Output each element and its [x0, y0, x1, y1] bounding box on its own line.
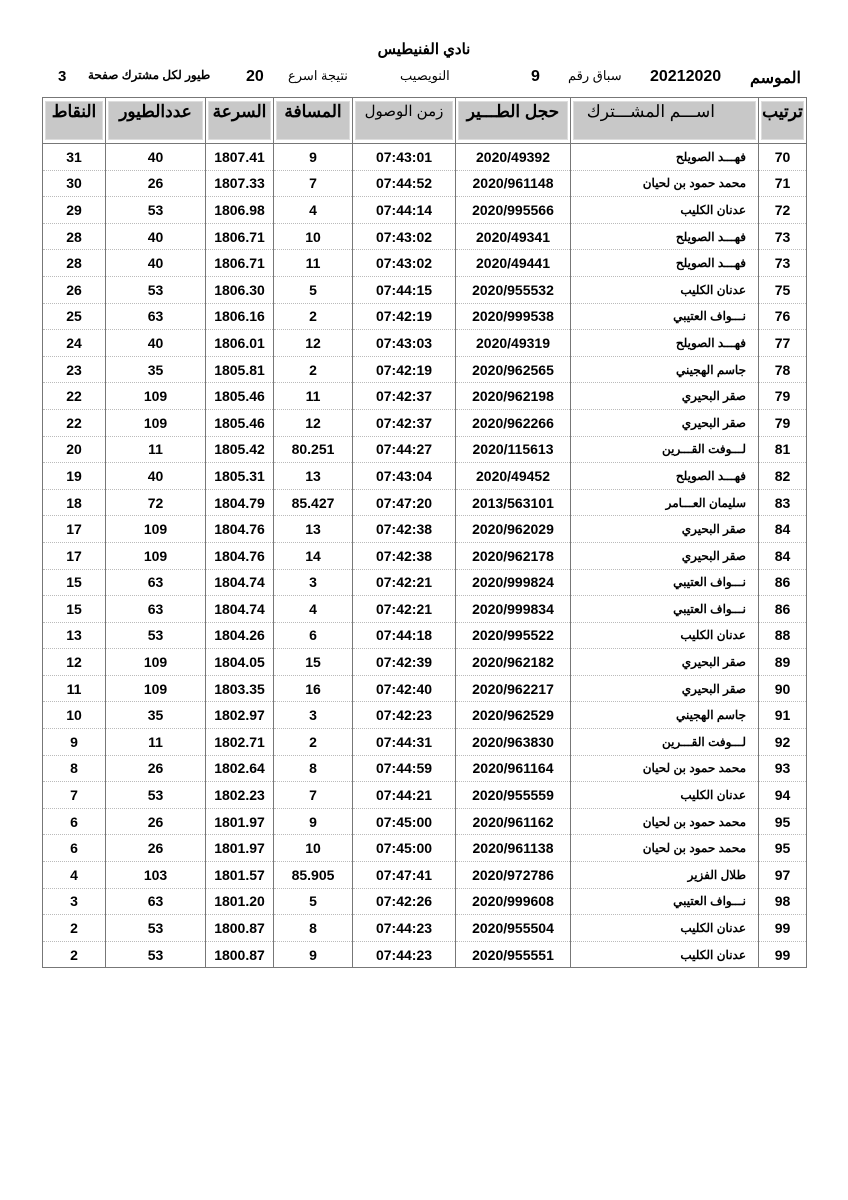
table-row [43, 835, 807, 862]
cell-name: سليمان العـــامر [571, 489, 759, 516]
cell-time: 07:44:14 [353, 197, 456, 224]
cell-distance: 9 [274, 808, 353, 835]
cell-count: 26 [106, 170, 206, 197]
table-row [43, 250, 807, 277]
cell-points: 8 [43, 755, 106, 782]
cell-ring: 2020/972786 [456, 862, 571, 889]
header-points: النقاط [43, 98, 106, 144]
cell-speed: 1806.01 [206, 330, 274, 357]
table-row [43, 516, 807, 543]
cell-name: طلال الفزير [571, 862, 759, 889]
cell-name: عدنان الكليب [571, 941, 759, 968]
cell-points: 3 [43, 888, 106, 915]
cell-ring: 2020/999608 [456, 888, 571, 915]
cell-name: نـــواف العتيبي [571, 596, 759, 623]
header-time: زمن الوصول [353, 98, 456, 144]
cell-rank: 76 [759, 303, 807, 330]
cell-points: 30 [43, 170, 106, 197]
cell-count: 63 [106, 303, 206, 330]
cell-name: فهـــد الصويلح [571, 463, 759, 490]
cell-rank: 91 [759, 702, 807, 729]
cell-time: 07:42:38 [353, 516, 456, 543]
cell-rank: 86 [759, 596, 807, 623]
cell-distance: 9 [274, 941, 353, 968]
cell-points: 7 [43, 782, 106, 809]
table-row [43, 569, 807, 596]
season-label: الموسم [750, 70, 801, 87]
cell-distance: 2 [274, 303, 353, 330]
cell-time: 07:44:15 [353, 276, 456, 303]
table-row [43, 755, 807, 782]
cell-count: 109 [106, 516, 206, 543]
cell-ring: 2020/962529 [456, 702, 571, 729]
cell-speed: 1804.74 [206, 596, 274, 623]
table-row [43, 862, 807, 889]
cell-time: 07:42:23 [353, 702, 456, 729]
cell-count: 40 [106, 144, 206, 171]
cell-ring: 2020/49452 [456, 463, 571, 490]
cell-ring: 2020/955504 [456, 915, 571, 942]
cell-speed: 1801.57 [206, 862, 274, 889]
cell-points: 31 [43, 144, 106, 171]
cell-rank: 83 [759, 489, 807, 516]
cell-name: نـــواف العتيبي [571, 888, 759, 915]
cell-rank: 92 [759, 729, 807, 756]
cell-points: 2 [43, 915, 106, 942]
cell-points: 28 [43, 250, 106, 277]
cell-name: عدنان الكليب [571, 915, 759, 942]
cell-name: محمد حمود بن لحيان [571, 170, 759, 197]
cell-time: 07:44:27 [353, 436, 456, 463]
cell-ring: 2020/962182 [456, 649, 571, 676]
cell-count: 40 [106, 330, 206, 357]
cell-count: 53 [106, 276, 206, 303]
cell-speed: 1801.97 [206, 835, 274, 862]
cell-speed: 1806.71 [206, 223, 274, 250]
cell-name: عدنان الكليب [571, 276, 759, 303]
cell-time: 07:42:37 [353, 383, 456, 410]
table-row [43, 330, 807, 357]
cell-ring: 2020/961162 [456, 808, 571, 835]
birds-count: 20 [246, 68, 264, 85]
cell-count: 109 [106, 649, 206, 676]
cell-count: 53 [106, 915, 206, 942]
cell-speed: 1804.74 [206, 569, 274, 596]
cell-rank: 81 [759, 436, 807, 463]
result-label: نتيجة اسرع [288, 68, 348, 83]
header-rank: ترتيب [759, 98, 807, 144]
table-row [43, 144, 807, 171]
cell-distance: 2 [274, 356, 353, 383]
cell-points: 6 [43, 808, 106, 835]
cell-speed: 1805.46 [206, 409, 274, 436]
cell-speed: 1801.97 [206, 808, 274, 835]
cell-time: 07:43:04 [353, 463, 456, 490]
cell-ring: 2020/961138 [456, 835, 571, 862]
cell-speed: 1805.42 [206, 436, 274, 463]
table-row [43, 808, 807, 835]
cell-count: 63 [106, 569, 206, 596]
cell-points: 13 [43, 622, 106, 649]
cell-distance: 5 [274, 888, 353, 915]
cell-distance: 8 [274, 755, 353, 782]
table-row [43, 729, 807, 756]
cell-speed: 1806.98 [206, 197, 274, 224]
cell-count: 72 [106, 489, 206, 516]
cell-speed: 1807.41 [206, 144, 274, 171]
cell-distance: 13 [274, 463, 353, 490]
cell-time: 07:45:00 [353, 835, 456, 862]
cell-time: 07:42:19 [353, 356, 456, 383]
cell-count: 109 [106, 542, 206, 569]
table-row [43, 276, 807, 303]
cell-points: 17 [43, 516, 106, 543]
club-title: نادي الفنيطيس [377, 41, 471, 58]
cell-rank: 79 [759, 383, 807, 410]
cell-points: 17 [43, 542, 106, 569]
cell-rank: 88 [759, 622, 807, 649]
cell-ring: 2020/49341 [456, 223, 571, 250]
cell-rank: 94 [759, 782, 807, 809]
header-ring: حجل الطـــير [456, 98, 571, 144]
cell-distance: 10 [274, 223, 353, 250]
cell-speed: 1806.71 [206, 250, 274, 277]
birds-label: طيور لكل مشترك صفحة [88, 68, 211, 82]
cell-count: 109 [106, 409, 206, 436]
cell-time: 07:42:21 [353, 596, 456, 623]
table-row [43, 463, 807, 490]
table-row [43, 356, 807, 383]
cell-distance: 7 [274, 170, 353, 197]
cell-count: 40 [106, 463, 206, 490]
cell-ring: 2020/49319 [456, 330, 571, 357]
cell-count: 53 [106, 941, 206, 968]
cell-points: 18 [43, 489, 106, 516]
table-row [43, 596, 807, 623]
cell-distance: 12 [274, 409, 353, 436]
cell-count: 35 [106, 356, 206, 383]
cell-count: 35 [106, 702, 206, 729]
table-row [43, 782, 807, 809]
cell-points: 25 [43, 303, 106, 330]
cell-rank: 90 [759, 675, 807, 702]
cell-rank: 73 [759, 250, 807, 277]
cell-points: 9 [43, 729, 106, 756]
cell-points: 10 [43, 702, 106, 729]
cell-time: 07:43:02 [353, 223, 456, 250]
cell-count: 103 [106, 862, 206, 889]
cell-rank: 79 [759, 409, 807, 436]
cell-distance: 6 [274, 622, 353, 649]
cell-points: 15 [43, 569, 106, 596]
cell-speed: 1800.87 [206, 915, 274, 942]
cell-points: 20 [43, 436, 106, 463]
race-label: سباق رقم [568, 68, 622, 83]
cell-count: 109 [106, 383, 206, 410]
cell-name: محمد حمود بن لحيان [571, 808, 759, 835]
cell-name: نـــواف العتيبي [571, 569, 759, 596]
cell-time: 07:42:37 [353, 409, 456, 436]
cell-rank: 86 [759, 569, 807, 596]
cell-ring: 2020/962198 [456, 383, 571, 410]
cell-distance: 11 [274, 383, 353, 410]
cell-distance: 15 [274, 649, 353, 676]
cell-rank: 95 [759, 808, 807, 835]
header-name: اســـم المشـــترك [571, 98, 759, 144]
cell-name: فهـــد الصويلح [571, 330, 759, 357]
cell-time: 07:44:59 [353, 755, 456, 782]
cell-ring: 2020/962029 [456, 516, 571, 543]
cell-distance: 2 [274, 729, 353, 756]
header-row [43, 98, 807, 144]
cell-name: صقر البحيري [571, 409, 759, 436]
cell-distance: 10 [274, 835, 353, 862]
table-row [43, 197, 807, 224]
cell-distance: 8 [274, 915, 353, 942]
cell-distance: 5 [274, 276, 353, 303]
cell-distance: 4 [274, 197, 353, 224]
cell-distance: 85.427 [274, 489, 353, 516]
cell-rank: 95 [759, 835, 807, 862]
cell-name: محمد حمود بن لحيان [571, 835, 759, 862]
cell-ring: 2020/962565 [456, 356, 571, 383]
cell-count: 53 [106, 782, 206, 809]
cell-name: لـــوفت القـــرين [571, 436, 759, 463]
table-row [43, 941, 807, 968]
results-table [42, 97, 807, 968]
cell-ring: 2013/563101 [456, 489, 571, 516]
cell-speed: 1804.26 [206, 622, 274, 649]
cell-rank: 71 [759, 170, 807, 197]
cell-name: فهـــد الصويلح [571, 144, 759, 171]
cell-ring: 2020/955559 [456, 782, 571, 809]
cell-count: 63 [106, 596, 206, 623]
cell-rank: 98 [759, 888, 807, 915]
header-count: عددالطيور [106, 98, 206, 144]
cell-distance: 85.905 [274, 862, 353, 889]
cell-time: 07:44:52 [353, 170, 456, 197]
table-row [43, 436, 807, 463]
cell-rank: 99 [759, 915, 807, 942]
cell-count: 11 [106, 436, 206, 463]
page-number: 3 [58, 68, 67, 85]
cell-name: صقر البحيري [571, 516, 759, 543]
cell-points: 22 [43, 409, 106, 436]
cell-time: 07:43:03 [353, 330, 456, 357]
cell-rank: 84 [759, 542, 807, 569]
cell-ring: 2020/955532 [456, 276, 571, 303]
cell-name: صقر البحيري [571, 542, 759, 569]
cell-points: 19 [43, 463, 106, 490]
season-value: 20212020 [650, 68, 722, 85]
cell-speed: 1804.76 [206, 542, 274, 569]
cell-speed: 1804.05 [206, 649, 274, 676]
cell-name: عدنان الكليب [571, 782, 759, 809]
cell-time: 07:42:21 [353, 569, 456, 596]
cell-speed: 1805.46 [206, 383, 274, 410]
cell-points: 11 [43, 675, 106, 702]
cell-speed: 1805.31 [206, 463, 274, 490]
cell-points: 6 [43, 835, 106, 862]
cell-name: جاسم الهجيني [571, 702, 759, 729]
cell-rank: 77 [759, 330, 807, 357]
cell-rank: 78 [759, 356, 807, 383]
cell-points: 24 [43, 330, 106, 357]
cell-ring: 2020/955551 [456, 941, 571, 968]
cell-rank: 70 [759, 144, 807, 171]
cell-ring: 2020/961148 [456, 170, 571, 197]
cell-ring: 2020/49441 [456, 250, 571, 277]
cell-time: 07:43:02 [353, 250, 456, 277]
cell-count: 26 [106, 808, 206, 835]
table-row [43, 888, 807, 915]
cell-distance: 11 [274, 250, 353, 277]
cell-count: 11 [106, 729, 206, 756]
cell-name: محمد حمود بن لحيان [571, 755, 759, 782]
cell-distance: 80.251 [274, 436, 353, 463]
cell-rank: 82 [759, 463, 807, 490]
cell-points: 23 [43, 356, 106, 383]
cell-time: 07:42:40 [353, 675, 456, 702]
header-distance: المسافة [274, 98, 353, 144]
cell-time: 07:42:39 [353, 649, 456, 676]
cell-speed: 1807.33 [206, 170, 274, 197]
table-row [43, 489, 807, 516]
cell-speed: 1801.20 [206, 888, 274, 915]
cell-count: 109 [106, 675, 206, 702]
cell-ring: 2020/995522 [456, 622, 571, 649]
cell-time: 07:44:23 [353, 915, 456, 942]
cell-distance: 3 [274, 569, 353, 596]
cell-distance: 3 [274, 702, 353, 729]
cell-count: 26 [106, 755, 206, 782]
cell-rank: 75 [759, 276, 807, 303]
cell-speed: 1805.81 [206, 356, 274, 383]
cell-rank: 84 [759, 516, 807, 543]
cell-count: 63 [106, 888, 206, 915]
table-row [43, 542, 807, 569]
cell-time: 07:45:00 [353, 808, 456, 835]
table-row [43, 622, 807, 649]
cell-time: 07:44:31 [353, 729, 456, 756]
cell-ring: 2020/49392 [456, 144, 571, 171]
cell-distance: 16 [274, 675, 353, 702]
cell-distance: 14 [274, 542, 353, 569]
cell-name: فهـــد الصويلح [571, 223, 759, 250]
cell-time: 07:42:26 [353, 888, 456, 915]
cell-ring: 2020/995566 [456, 197, 571, 224]
cell-count: 53 [106, 622, 206, 649]
cell-speed: 1802.23 [206, 782, 274, 809]
table-row [43, 223, 807, 250]
cell-ring: 2020/963830 [456, 729, 571, 756]
race-number: 9 [531, 68, 540, 85]
cell-speed: 1804.76 [206, 516, 274, 543]
table-row [43, 702, 807, 729]
cell-speed: 1803.35 [206, 675, 274, 702]
cell-name: صقر البحيري [571, 649, 759, 676]
cell-speed: 1804.79 [206, 489, 274, 516]
header-speed: السرعة [206, 98, 274, 144]
cell-points: 12 [43, 649, 106, 676]
cell-distance: 7 [274, 782, 353, 809]
race-location: النويصيب [400, 68, 450, 83]
cell-time: 07:42:19 [353, 303, 456, 330]
table-row [43, 675, 807, 702]
cell-name: لـــوفت القـــرين [571, 729, 759, 756]
cell-time: 07:44:18 [353, 622, 456, 649]
cell-ring: 2020/999824 [456, 569, 571, 596]
cell-speed: 1802.64 [206, 755, 274, 782]
cell-name: عدنان الكليب [571, 197, 759, 224]
cell-speed: 1802.71 [206, 729, 274, 756]
cell-points: 29 [43, 197, 106, 224]
cell-speed: 1806.16 [206, 303, 274, 330]
cell-count: 40 [106, 223, 206, 250]
cell-name: صقر البحيري [571, 675, 759, 702]
cell-ring: 2020/999834 [456, 596, 571, 623]
cell-ring: 2020/115613 [456, 436, 571, 463]
cell-points: 15 [43, 596, 106, 623]
cell-rank: 89 [759, 649, 807, 676]
cell-time: 07:42:38 [353, 542, 456, 569]
cell-ring: 2020/999538 [456, 303, 571, 330]
cell-points: 28 [43, 223, 106, 250]
cell-count: 26 [106, 835, 206, 862]
cell-points: 2 [43, 941, 106, 968]
table-row [43, 649, 807, 676]
cell-time: 07:43:01 [353, 144, 456, 171]
cell-distance: 12 [274, 330, 353, 357]
cell-rank: 72 [759, 197, 807, 224]
cell-rank: 73 [759, 223, 807, 250]
table-row [43, 303, 807, 330]
cell-rank: 99 [759, 941, 807, 968]
cell-speed: 1802.97 [206, 702, 274, 729]
cell-distance: 4 [274, 596, 353, 623]
table-row [43, 915, 807, 942]
cell-ring: 2020/962217 [456, 675, 571, 702]
cell-count: 40 [106, 250, 206, 277]
cell-points: 26 [43, 276, 106, 303]
cell-time: 07:47:41 [353, 862, 456, 889]
cell-speed: 1800.87 [206, 941, 274, 968]
cell-distance: 13 [274, 516, 353, 543]
cell-name: جاسم الهجيني [571, 356, 759, 383]
cell-rank: 93 [759, 755, 807, 782]
cell-name: عدنان الكليب [571, 622, 759, 649]
cell-name: صقر البحيري [571, 383, 759, 410]
cell-time: 07:47:20 [353, 489, 456, 516]
cell-points: 4 [43, 862, 106, 889]
cell-speed: 1806.30 [206, 276, 274, 303]
cell-name: نـــواف العتيبي [571, 303, 759, 330]
cell-time: 07:44:23 [353, 941, 456, 968]
cell-count: 53 [106, 197, 206, 224]
cell-ring: 2020/962266 [456, 409, 571, 436]
table-row [43, 383, 807, 410]
table-row [43, 170, 807, 197]
cell-time: 07:44:21 [353, 782, 456, 809]
cell-distance: 9 [274, 144, 353, 171]
cell-points: 22 [43, 383, 106, 410]
cell-ring: 2020/962178 [456, 542, 571, 569]
table-row [43, 409, 807, 436]
cell-rank: 97 [759, 862, 807, 889]
cell-ring: 2020/961164 [456, 755, 571, 782]
cell-name: فهـــد الصويلح [571, 250, 759, 277]
